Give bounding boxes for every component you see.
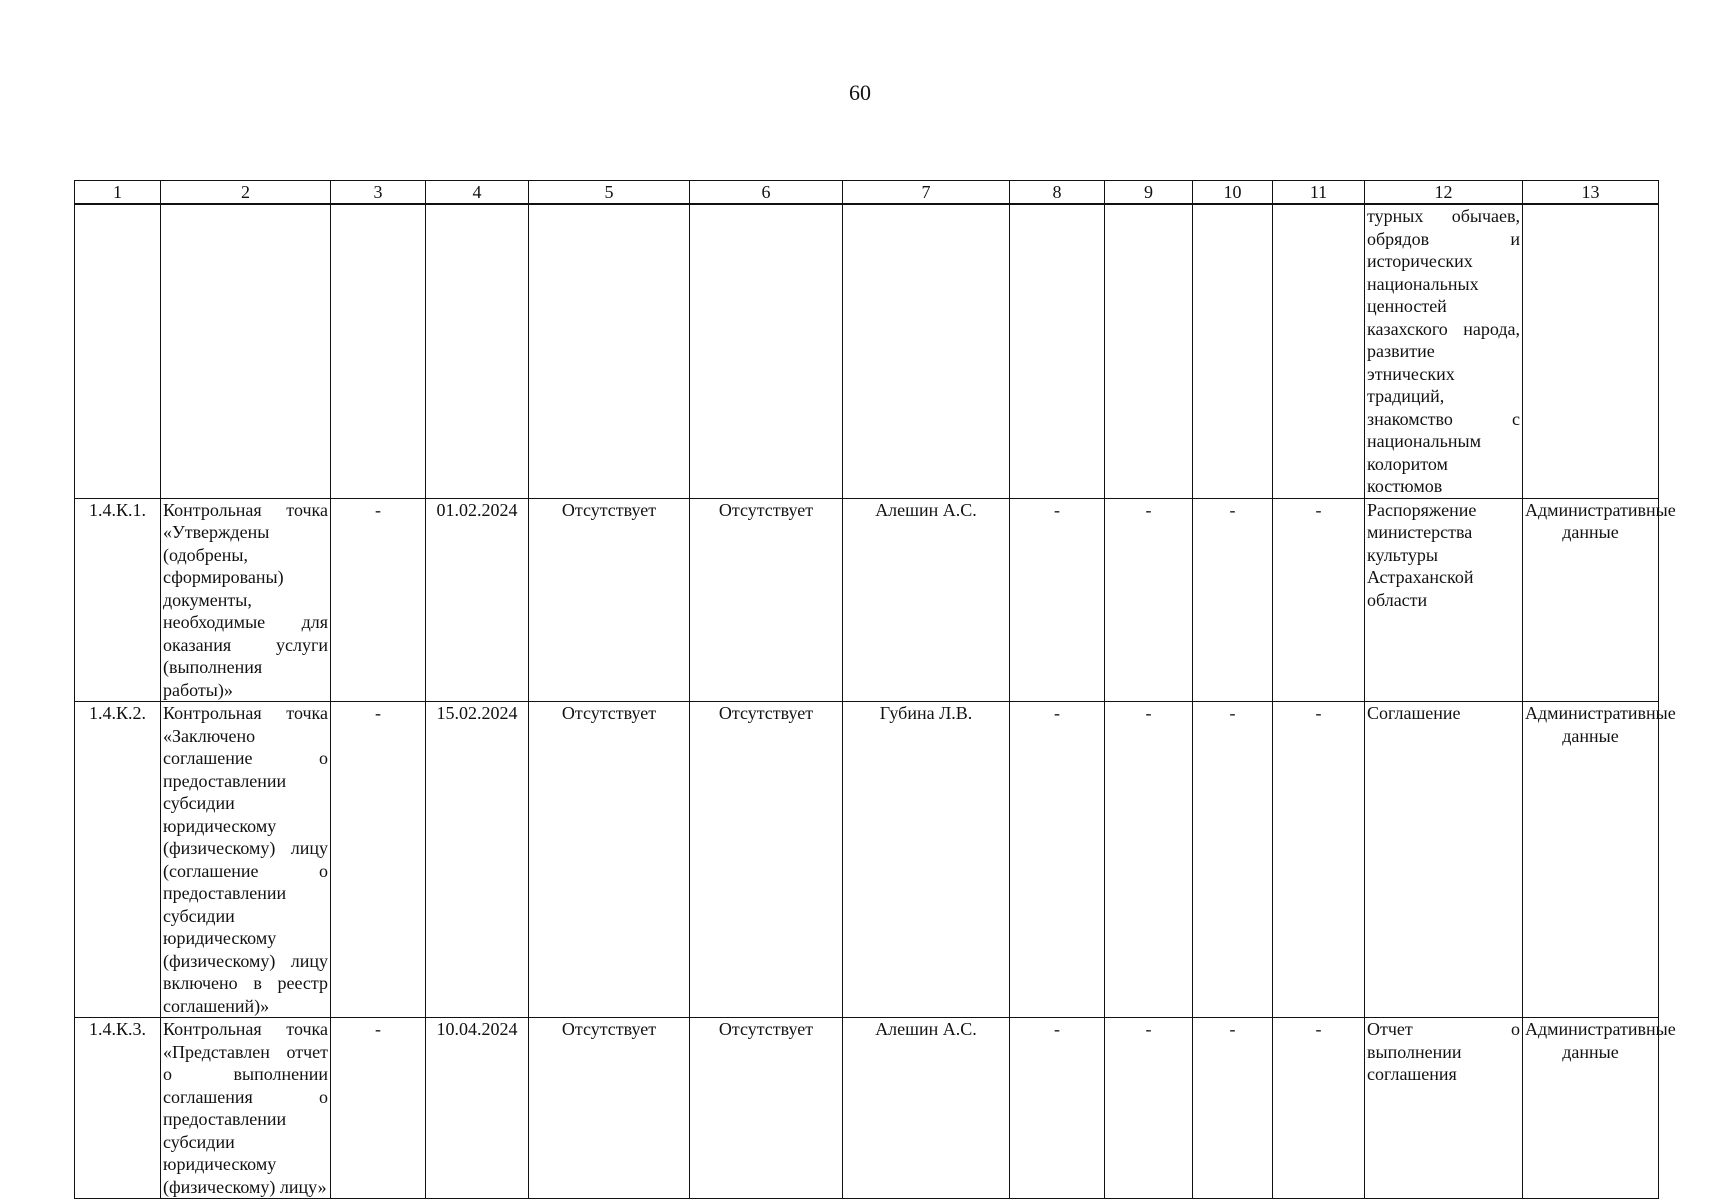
col3-cell: - [331, 702, 426, 1018]
column-number-header: 6 [690, 181, 843, 205]
col9-cell: - [1105, 702, 1193, 1018]
data-source-cell: Административные данные [1523, 498, 1659, 702]
column-number-header: 9 [1105, 181, 1193, 205]
table-row [75, 702, 1659, 1018]
empty-cell [690, 204, 843, 498]
empty-cell [426, 204, 529, 498]
col10-cell: - [1193, 1018, 1273, 1199]
column-number-header: 12 [1365, 181, 1523, 205]
col6-cell: Отсутствует [690, 702, 843, 1018]
col10-cell: - [1193, 702, 1273, 1018]
page-number: 60 [849, 80, 871, 105]
table-row [75, 498, 1659, 702]
document-cell: Распоряжение министерства культуры Астраханской области [1365, 498, 1523, 702]
column-number-header: 1 [75, 181, 161, 205]
col9-cell: - [1105, 1018, 1193, 1199]
empty-cell [1193, 204, 1273, 498]
col11-cell: - [1273, 498, 1365, 702]
row-code-cell: 1.4.К.2. [75, 702, 161, 1018]
column-number-header: 2 [161, 181, 331, 205]
data-source-cell: Административные данные [1523, 702, 1659, 1018]
col3-cell: - [331, 1018, 426, 1199]
continued-description-cell: турных обычаев, обрядов и исторических национальных ценностей казахского народа, развитие этнических традиций, знакомство с национальным колоритом костюмов [1365, 204, 1523, 498]
table-header-row [75, 181, 1659, 205]
empty-cell [1523, 204, 1659, 498]
column-number-header: 10 [1193, 181, 1273, 205]
control-points-table [74, 180, 1676, 1199]
responsible-cell: Алешин А.С. [843, 1018, 1010, 1199]
control-point-name-cell: Контрольная точка «Заключено соглашение о предоставлении субсидии юридическому (физическому) лицу (соглашение о предоставлении субсидии юридическому (физическому) лицу включено в реестр соглашений)» [161, 702, 331, 1018]
control-point-name-cell: Контрольная точка «Утверждены (одобрены, сформированы) документы, необходимые для оказания услуги (выполнения работы)» [161, 498, 331, 702]
empty-cell [843, 204, 1010, 498]
responsible-cell: Алешин А.С. [843, 498, 1010, 702]
column-number-header: 4 [426, 181, 529, 205]
col3-cell: - [331, 498, 426, 702]
column-number-header: 7 [843, 181, 1010, 205]
column-number-header: 13 [1523, 181, 1659, 205]
col6-cell: Отсутствует [690, 498, 843, 702]
col5-cell: Отсутствует [529, 1018, 690, 1199]
col6-cell: Отсутствует [690, 1018, 843, 1199]
col8-cell: - [1010, 702, 1105, 1018]
col5-cell: Отсутствует [529, 702, 690, 1018]
col8-cell: - [1010, 1018, 1105, 1199]
empty-cell [529, 204, 690, 498]
col9-cell: - [1105, 498, 1193, 702]
date-cell: 15.02.2024 [426, 702, 529, 1018]
empty-cell [161, 204, 331, 498]
column-number-header: 11 [1273, 181, 1365, 205]
empty-cell [1010, 204, 1105, 498]
col8-cell: - [1010, 498, 1105, 702]
col11-cell: - [1273, 702, 1365, 1018]
row-code-cell: 1.4.К.3. [75, 1018, 161, 1199]
column-number-header: 5 [529, 181, 690, 205]
col11-cell: - [1273, 1018, 1365, 1199]
col10-cell: - [1193, 498, 1273, 702]
empty-cell [1273, 204, 1365, 498]
control-point-name-cell: Контрольная точка «Представлен отчет о выполнении соглашения о предоставлении субсидии юридическому (физическому) лицу» [161, 1018, 331, 1199]
row-code-cell: 1.4.К.1. [75, 498, 161, 702]
col5-cell: Отсутствует [529, 498, 690, 702]
date-cell: 01.02.2024 [426, 498, 529, 702]
continuation-row [75, 204, 1659, 498]
data-source-cell: Административные данные [1523, 1018, 1659, 1199]
date-cell: 10.04.2024 [426, 1018, 529, 1199]
column-number-header: 8 [1010, 181, 1105, 205]
responsible-cell: Губина Л.В. [843, 702, 1010, 1018]
table-row [75, 1018, 1659, 1199]
empty-cell [75, 204, 161, 498]
empty-cell [331, 204, 426, 498]
document-cell: Отчет о выполнении соглашения [1365, 1018, 1523, 1199]
column-number-header: 3 [331, 181, 426, 205]
document-cell: Соглашение [1365, 702, 1523, 1018]
empty-cell [1105, 204, 1193, 498]
